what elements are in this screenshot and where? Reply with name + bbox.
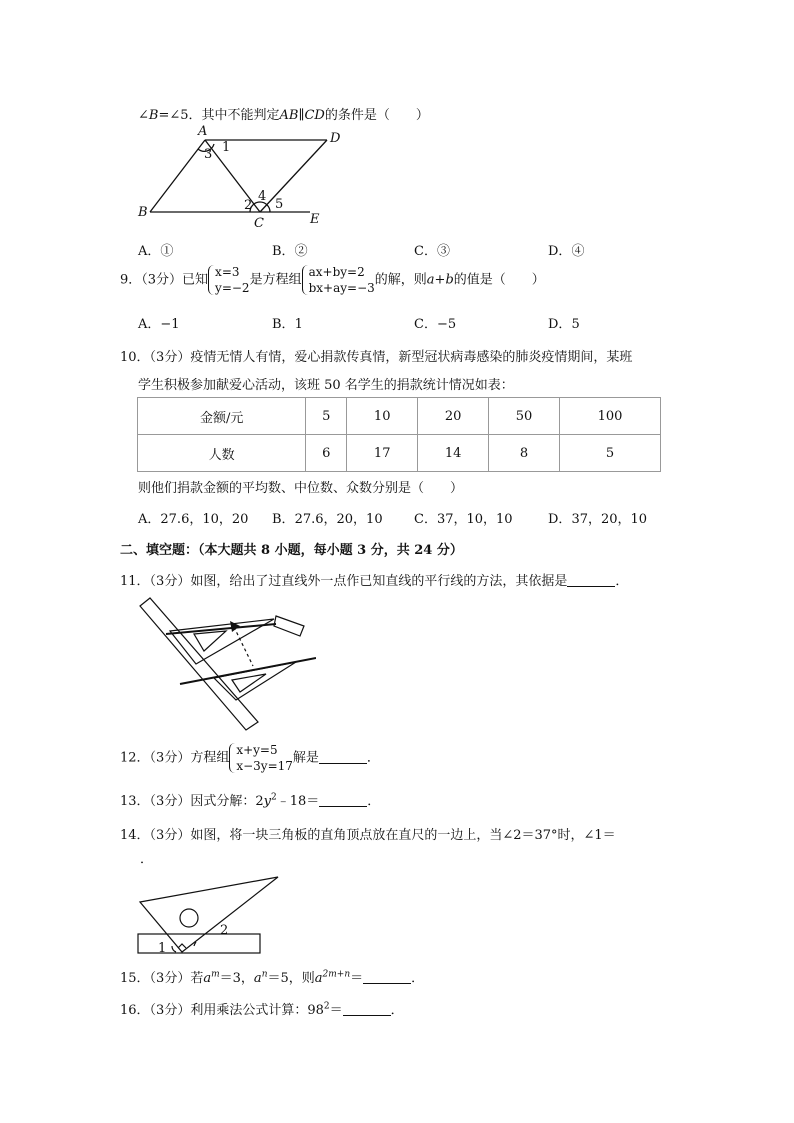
- q12-number: 12．（3分）方程组: [120, 750, 230, 766]
- table-cell: 5: [306, 398, 347, 435]
- q13-text: 13．（3分）因式分解：2: [120, 794, 264, 809]
- line-ab: [150, 140, 205, 212]
- table-cell: 6: [306, 435, 347, 472]
- q8-option-b[interactable]: B．②: [272, 244, 308, 259]
- q9-stem: [120, 264, 545, 296]
- q9-option-c[interactable]: C．−5: [414, 317, 457, 332]
- table-row: [138, 435, 661, 472]
- q9-system-1: x=3 y=−2: [208, 264, 250, 296]
- q8-option-d[interactable]: D．④: [548, 244, 585, 259]
- label-angle-3: 3: [204, 147, 213, 162]
- q9-option-d[interactable]: D．5: [548, 317, 580, 332]
- table-cell: 100: [560, 398, 661, 435]
- q10-line-2: 学生积极参加献爱心活动，该班 50 名学生的捐款统计情况如表：: [138, 378, 514, 393]
- q9-tail-end: 的值是（ ）: [453, 272, 545, 288]
- answer-blank[interactable]: [319, 751, 367, 764]
- answer-blank[interactable]: [567, 574, 615, 587]
- line-cd: [260, 140, 327, 212]
- q10-option-a[interactable]: A．27.6，10，20: [138, 512, 249, 527]
- q9-tail: 的解，则: [374, 272, 427, 288]
- table-cell: 14: [418, 435, 489, 472]
- table-cell: 17: [347, 435, 418, 472]
- q13-stem: 13．（3分）因式分解：$2y^2﹣18=$ ．: [120, 792, 381, 809]
- ruler: [140, 598, 258, 730]
- q10-option-c[interactable]: C．37，10，10: [414, 512, 513, 527]
- label-angle-1: 1: [158, 941, 167, 956]
- answer-blank[interactable]: [343, 1003, 391, 1016]
- q9-var: a+b: [426, 272, 454, 288]
- label-d: D: [330, 131, 341, 146]
- q8-stem-text: =∠5．其中不能判定: [158, 108, 280, 123]
- q11-text: 11．（3分）如图，给出了过直线外一点作已知直线的平行线的方法，其依据是: [120, 574, 568, 589]
- right-angle-mark: [178, 944, 186, 948]
- angle-b: ∠B: [138, 108, 159, 123]
- q9-number: 9．（3分）已知: [120, 272, 209, 288]
- q10-line-1: 10．（3分）疫情无情人有情，爱心捐款传真情，新型冠状病毒感染的肺炎疫情期间，某班: [120, 350, 633, 365]
- label-angle-2: 2: [220, 923, 229, 938]
- table-cell: 5: [560, 435, 661, 472]
- q15-stem: 15．（3分）若$a^m=3$，$a^n=5$，则$a^{2m+n}=$ ．: [120, 969, 425, 986]
- label-b: B: [138, 205, 148, 220]
- parallel-symbol: ∥: [298, 108, 305, 123]
- segment-ab: AB: [279, 108, 299, 123]
- q11-stem: 11．（3分）如图，给出了过直线外一点作已知直线的平行线的方法，其依据是 ．: [120, 574, 629, 589]
- label-angle-2: 2: [244, 198, 253, 213]
- q8-stem-end: 的条件是（ ）: [324, 108, 429, 123]
- set-square-top-hole: [194, 631, 226, 651]
- q8-figure: [130, 122, 350, 232]
- q10-option-d[interactable]: D．37，20，10: [548, 512, 648, 527]
- q8-option-a[interactable]: A．①: [138, 244, 174, 259]
- q8-stem: [138, 104, 429, 123]
- q11-figure: [136, 596, 316, 736]
- triangle-hole: [180, 909, 198, 927]
- answer-blank[interactable]: [363, 971, 411, 984]
- table-cell: 10: [347, 398, 418, 435]
- segment-cd: CD: [304, 108, 325, 123]
- set-square-bottom-hole: [232, 674, 266, 692]
- q9-mid: 是方程组: [249, 272, 302, 288]
- label-e: E: [310, 212, 320, 227]
- table-cell: 50: [489, 398, 560, 435]
- pencil: [274, 616, 304, 636]
- q16-stem: 16．（3分）利用乘法公式计算：$98^2=$ ．: [120, 1001, 404, 1018]
- q12-stem: 12．（3分）方程组 x+y=5 x−3y=17 解是 ．: [120, 743, 380, 773]
- answer-blank[interactable]: [319, 794, 367, 807]
- q14-figure: [134, 872, 284, 958]
- donation-table: [137, 397, 661, 472]
- q14-end: ．: [140, 852, 154, 867]
- label-a: A: [198, 124, 208, 139]
- q8-option-c[interactable]: C．③: [414, 244, 450, 259]
- label-angle-4: 4: [258, 189, 267, 204]
- section-heading: 二、填空题：（本大题共 8 小题，每小题 3 分，共 24 分）: [120, 543, 463, 558]
- table-row: [138, 398, 661, 435]
- q14-stem: 14．（3分）如图，将一块三角板的直角顶点放在直尺的一边上，当∠2＝37°时，∠1＝: [120, 828, 616, 843]
- table-cell: 8: [489, 435, 560, 472]
- q12-tail: 解是: [292, 750, 319, 766]
- straightedge: [138, 934, 260, 953]
- table-cell: 20: [418, 398, 489, 435]
- angle-arc-1: [172, 946, 176, 952]
- label-angle-5: 5: [275, 197, 284, 212]
- table-cell: 人数: [138, 435, 306, 472]
- label-angle-1: 1: [222, 140, 231, 155]
- q10-line-3: 则他们捐款金额的平均数、中位数、众数分别是（ ）: [138, 481, 464, 496]
- table-cell: 金额/元: [138, 398, 306, 435]
- label-c: C: [254, 216, 264, 231]
- q9-option-a[interactable]: A．−1: [138, 317, 180, 332]
- q9-option-b[interactable]: B．1: [272, 317, 303, 332]
- q9-system-2: ax+by=2 bx+ay=−3: [302, 264, 375, 296]
- q10-option-b[interactable]: B．27.6，20，10: [272, 512, 383, 527]
- q12-system: x+y=5 x−3y=17: [229, 742, 293, 774]
